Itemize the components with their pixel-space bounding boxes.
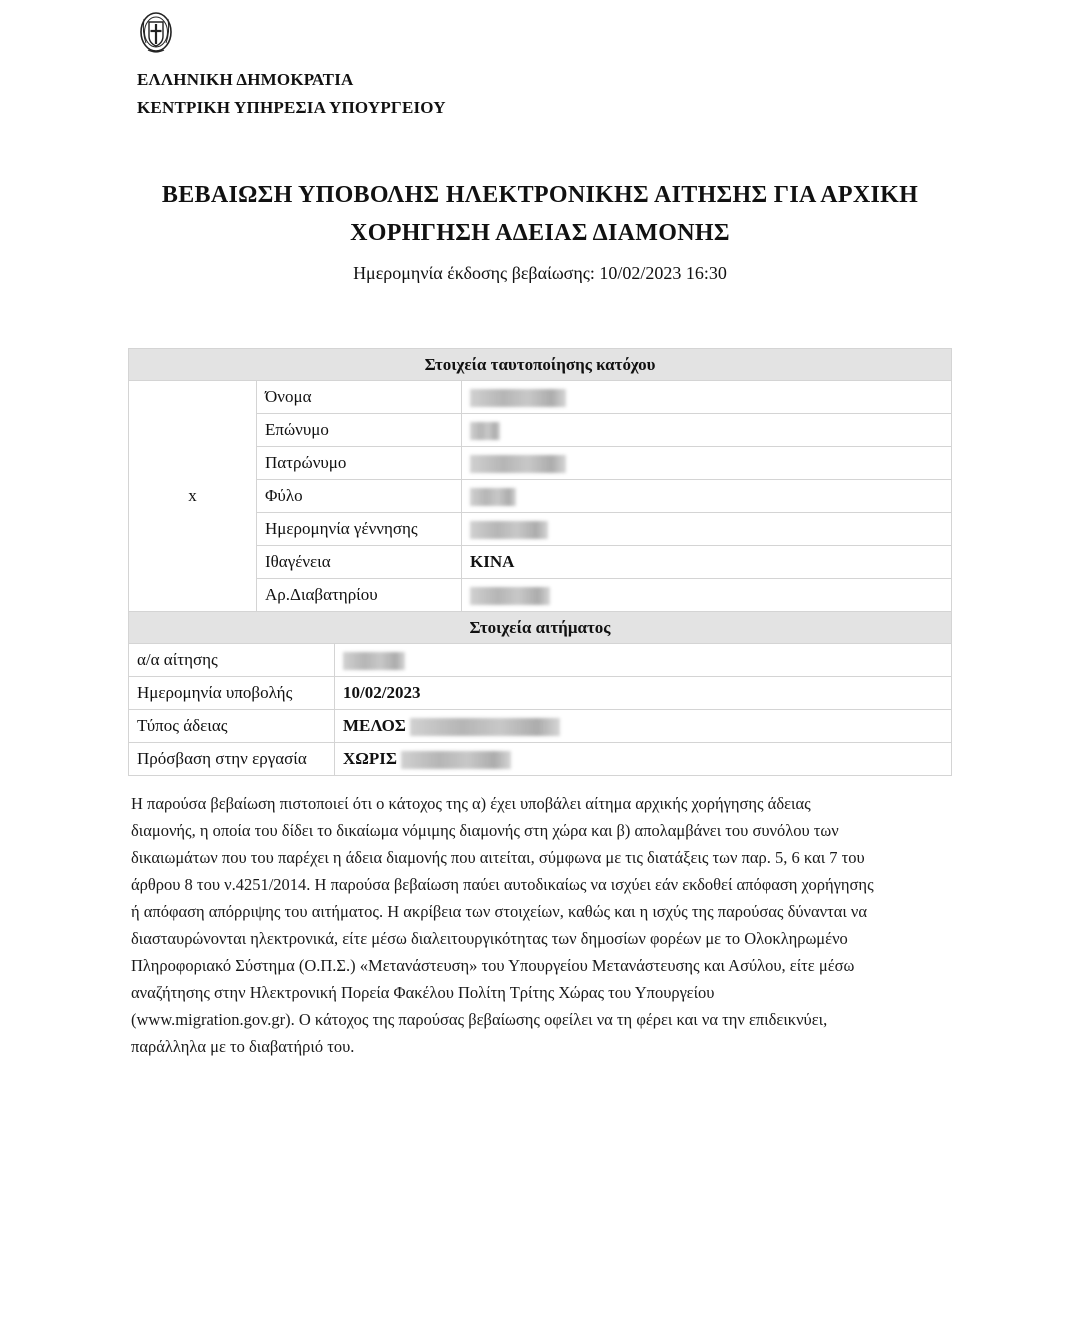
field-value-sex: [462, 480, 952, 513]
field-label-surname: Επώνυμο: [257, 414, 462, 447]
field-label-work-access: Πρόσβαση στην εργασία: [129, 743, 335, 776]
permit-type-text: ΜΕΛΟΣ: [343, 715, 406, 735]
table-row: [129, 381, 952, 414]
field-label-birth-date: Ημερομηνία γέννησης: [257, 513, 462, 546]
redaction: [410, 718, 560, 736]
redaction: [401, 751, 511, 769]
field-label-nationality: Ιθαγένεια: [257, 546, 462, 579]
field-label-submission-date: Ημερομηνία υποβολής: [129, 677, 335, 710]
document-title-line-1: ΒΕΒΑΙΩΣΗ ΥΠΟΒΟΛΗΣ ΗΛΕΚΤΡΟΝΙΚΗΣ ΑΙΤΗΣΗΣ ΓΙΑ ΑΡΧΙΚΗ: [161, 182, 919, 208]
field-value-submission-date: 10/02/2023: [335, 677, 952, 710]
issue-date: Ημερομηνία έκδοσης βεβαίωσης: 10/02/2023 16:30: [353, 263, 727, 283]
field-value-first-name: [462, 381, 952, 414]
field-label-permit-type: Τύπος άδειας: [129, 710, 335, 743]
field-label-passport-number: Αρ.Διαβατηρίου: [257, 579, 462, 612]
field-value-application-number: [335, 644, 952, 677]
photo-placeholder: x: [129, 381, 257, 612]
redaction: [343, 652, 405, 670]
certificate-table: [128, 348, 952, 776]
statement-text: [131, 790, 961, 1060]
field-value-permit-type: [335, 710, 952, 743]
field-label-patronymic: Πατρώνυμο: [257, 447, 462, 480]
redaction: [470, 455, 566, 473]
field-label-application-number: α/α αίτησης: [129, 644, 335, 677]
statement-line: διαμονής, η οποία του δίδει το δικαίωμα νόμιμης διαμονής στη χώρα και β) απολαμβάνει του συνόλου των: [131, 821, 839, 840]
statement-line: άρθρου 8 του ν.4251/2014. Η παρούσα βεβαίωση παύει αυτοδικαίως να ισχύει εάν εκδοθεί απόφαση χορήγησης: [131, 875, 874, 894]
table-row: [129, 743, 952, 776]
issuer-block: [137, 66, 446, 122]
redaction: [470, 521, 548, 539]
field-label-sex: Φύλο: [257, 480, 462, 513]
field-label-first-name: Όνομα: [257, 381, 462, 414]
field-value-patronymic: [462, 447, 952, 480]
statement-line: δικαιωμάτων που του παρέχει η άδεια διαμονής που αιτείται, σύμφωνα με τις διατάξεις των παρ. 5, 6 και 7 του: [131, 848, 865, 867]
document-title: [0, 176, 1080, 252]
application-section-heading: Στοιχεία αιτήματος: [129, 612, 952, 644]
redaction: [470, 488, 516, 506]
statement-line: ή απόφαση απόρριψης του αιτήματος. Η ακρίβεια των στοιχείων, καθώς και η ισχύς της παρούσας δύνανται να: [131, 902, 868, 921]
issuer-authority: ΚΕΝΤΡΙΚΗ ΥΠΗΡΕΣΙΑ ΥΠΟΥΡΓΕΙΟΥ: [137, 98, 446, 117]
statement-line: διασταυρώνονται ηλεκτρονικά, είτε μέσω διαλειτουργικότητας των δημοσίων φορέων με το Ολοκληρωμένο: [131, 929, 848, 948]
table-row: [129, 644, 952, 677]
statement-line: (www.migration.gov.gr). Ο κάτοχος της παρούσας βεβαίωσης οφείλει να τη φέρει και να την επιδεικνύει,: [131, 1010, 828, 1029]
field-value-surname: [462, 414, 952, 447]
field-value-passport-number: [462, 579, 952, 612]
issuer-country: ΕΛΛΗΝΙΚΗ ΔΗΜΟΚΡΑΤΙΑ: [137, 70, 354, 89]
holder-section-heading: Στοιχεία ταυτοποίησης κατόχου: [129, 349, 952, 381]
greek-coat-of-arms-icon: [138, 10, 174, 56]
statement-line: Πληροφοριακό Σύστημα (Ο.Π.Σ.) «Μετανάστευση» του Υπουργείου Μετανάστευσης και Ασύλου, είτε μέσω: [131, 956, 855, 975]
redaction: [470, 587, 550, 605]
work-access-text: ΧΩΡΙΣ: [343, 748, 398, 768]
redaction: [470, 422, 500, 440]
redaction: [470, 389, 566, 407]
field-value-nationality: ΚΙΝΑ: [462, 546, 952, 579]
statement-line: παράλληλα με το διαβατήριό του.: [131, 1037, 355, 1056]
document-title-line-2: ΧΟΡΗΓΗΣΗ ΑΔΕΙΑΣ ΔΙΑΜΟΝΗΣ: [350, 220, 730, 246]
field-value-birth-date: [462, 513, 952, 546]
table-row: [129, 710, 952, 743]
statement-line: αναζήτησης στην Ηλεκτρονική Πορεία Φακέλου Πολίτη Τρίτης Χώρας του Υπουργείου: [131, 983, 715, 1002]
statement-line: Η παρούσα βεβαίωση πιστοποιεί ότι ο κάτοχος της α) έχει υποβάλει αίτημα αρχικής χορήγησης άδειας: [131, 794, 811, 813]
table-row: [129, 677, 952, 710]
field-value-work-access: [335, 743, 952, 776]
